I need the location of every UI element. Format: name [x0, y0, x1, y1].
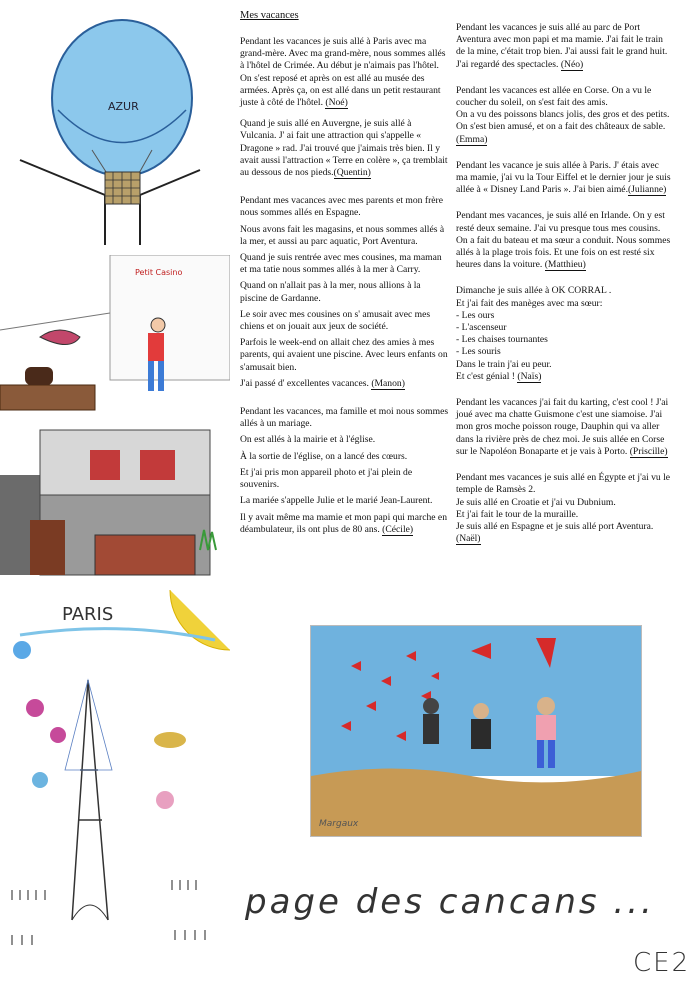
- article-nael: Pendant mes vacances je suis allé en Égypte et j'ai vu le temple de Ramsès 2. Je suis allé en Croatie et j'ai vu Dubnium. Et j'ai fait le tour de la muraille. Je suis allé en Espagne et je suis allé port Aventura. (Naël): [456, 472, 671, 545]
- article-julianne: Pendant les vacance je suis allée à Paris. J' étais avec ma mamie, j'ai vu la Tour Eiffel et le dernier jour je suis allée à « Disney Land Paris ». J'ai bien aimé.(Julianne): [456, 159, 671, 196]
- balloon-label: AZUR: [108, 100, 139, 113]
- article-priscille: Pendant les vacances j'ai fait du karting, c'est cool ! J'ai joué avec ma chatte Guismone c'est une siamoise. J'ai mon gros moche poisson rouge, Dauphin qui va aller dans la rivière près de chez moi. Je suis allée en Corse sur le Napoléon Bonaparte et je vais à Porto. (Priscille): [456, 397, 669, 457]
- page-title: Mes vacances: [240, 10, 299, 21]
- left-column: [240, 36, 450, 536]
- casino-label: Petit Casino: [135, 268, 183, 277]
- paris-drawing: [0, 590, 230, 950]
- article-noe: Pendant les vacances je suis allé à Paris avec ma grand-mère. Avec ma grand-mère, nous sommes allés à l'hôtel de Crimée. Au début je n'aimais pas l'hôtel. On s'est reposé et après on est allé au musée des armées. Après ça, on est allé dans un petit restaurant juste à côté de l'hôtel. (Noé): [240, 36, 446, 109]
- underwater-signature: Margaux: [319, 819, 359, 829]
- class-label: CE2: [633, 948, 691, 978]
- paris-label: PARIS: [62, 604, 114, 625]
- article-cecile: Pendant les vacances, ma famille et moi nous sommes allés à un mariage. On est allés à la mairie et à l'église. À la sortie de l'église, on a lancé des cœurs. Et j'ai pris mon appareil photo et j'ai plein de souvenirs. La mariée s'appelle Julie et le marié Jean-Laurent. Il y avait même ma mamie et mon papi qui marche en déambulateur, ils ont plus de 80 ans. (Cécile): [240, 406, 449, 535]
- article-neo: Pendant les vacances je suis allé au parc de Port Aventura avec mon papi et ma mamie. J'ai fait le train de la mine, c'était trop bien. J'ai aussi fait le grand huit. J'ai regardé des spectacles. (Néo): [456, 22, 668, 70]
- article-emma: Pendant les vacances est allée en Corse. On a vu le coucher du soleil, on s'est fait des amis. On a vu des poissons blancs jolis, des gros et des petits. On s'est bien amusé, et on a fait des châteaux de sable. (Emma): [456, 84, 670, 145]
- article-quentin: Quand je suis allé en Auvergne, je suis allé à Vulcania. J' ai fait une attraction qui s'appelle « Dragone » rad. J'ai trouvé que j'aimais très bien. Il y avait aussi l'attraction « Terre en colère », ça tremblait au dessous de nos pieds.(Quentin): [240, 118, 448, 179]
- footer-title: page des cancans ...: [245, 882, 655, 922]
- balloon-drawing: [0, 0, 230, 245]
- article-matthieu: Pendant mes vacances, je suis allé en Irlande. On y est resté deux semaine. J'ai vu presque tous mes cousins. On a fait du bateau et ma sœur a conduit. Nous sommes allés à la plage trois fois. Et une fois on est resté six heures dans la voiture. (Matthieu): [456, 210, 671, 271]
- article-manon: Pendant mes vacances avec mes parents et mon frère nous sommes allés en Espagne. Nous avons fait les magasins, et nous sommes allés à la mer, et aussi au parc aquatic, Port Aventura. Quand je suis rentrée avec mes cousines, ma maman et ma tatie nous sommes allés à la mer à Carry. Quand on n'allait pas à la mer, nous allions à la piscine de Gardanne. Le soir avec mes cousines on s' amusait avec mes chiens et on jouait aux jeux de société. Parfois le week-end on allait chez des amies à mes parents, qui avaient une piscine. Avec leurs enfants on s'amusait bien. J'ai passé d' excellentes vacances. (Manon): [240, 195, 448, 389]
- house-drawing: [0, 420, 230, 580]
- right-column: [456, 22, 671, 545]
- underwater-drawing: [310, 625, 642, 837]
- article-nais: Dimanche je suis allée à OK CORRAL . Et j'ai fait des manèges avec ma sœur: - Les ours - L'ascenseur - Les chaises tournantes - Les souris Dans le train j'ai eu peur. Et c'est génial ! (Naïs): [456, 285, 612, 382]
- casino-drawing: [0, 255, 230, 420]
